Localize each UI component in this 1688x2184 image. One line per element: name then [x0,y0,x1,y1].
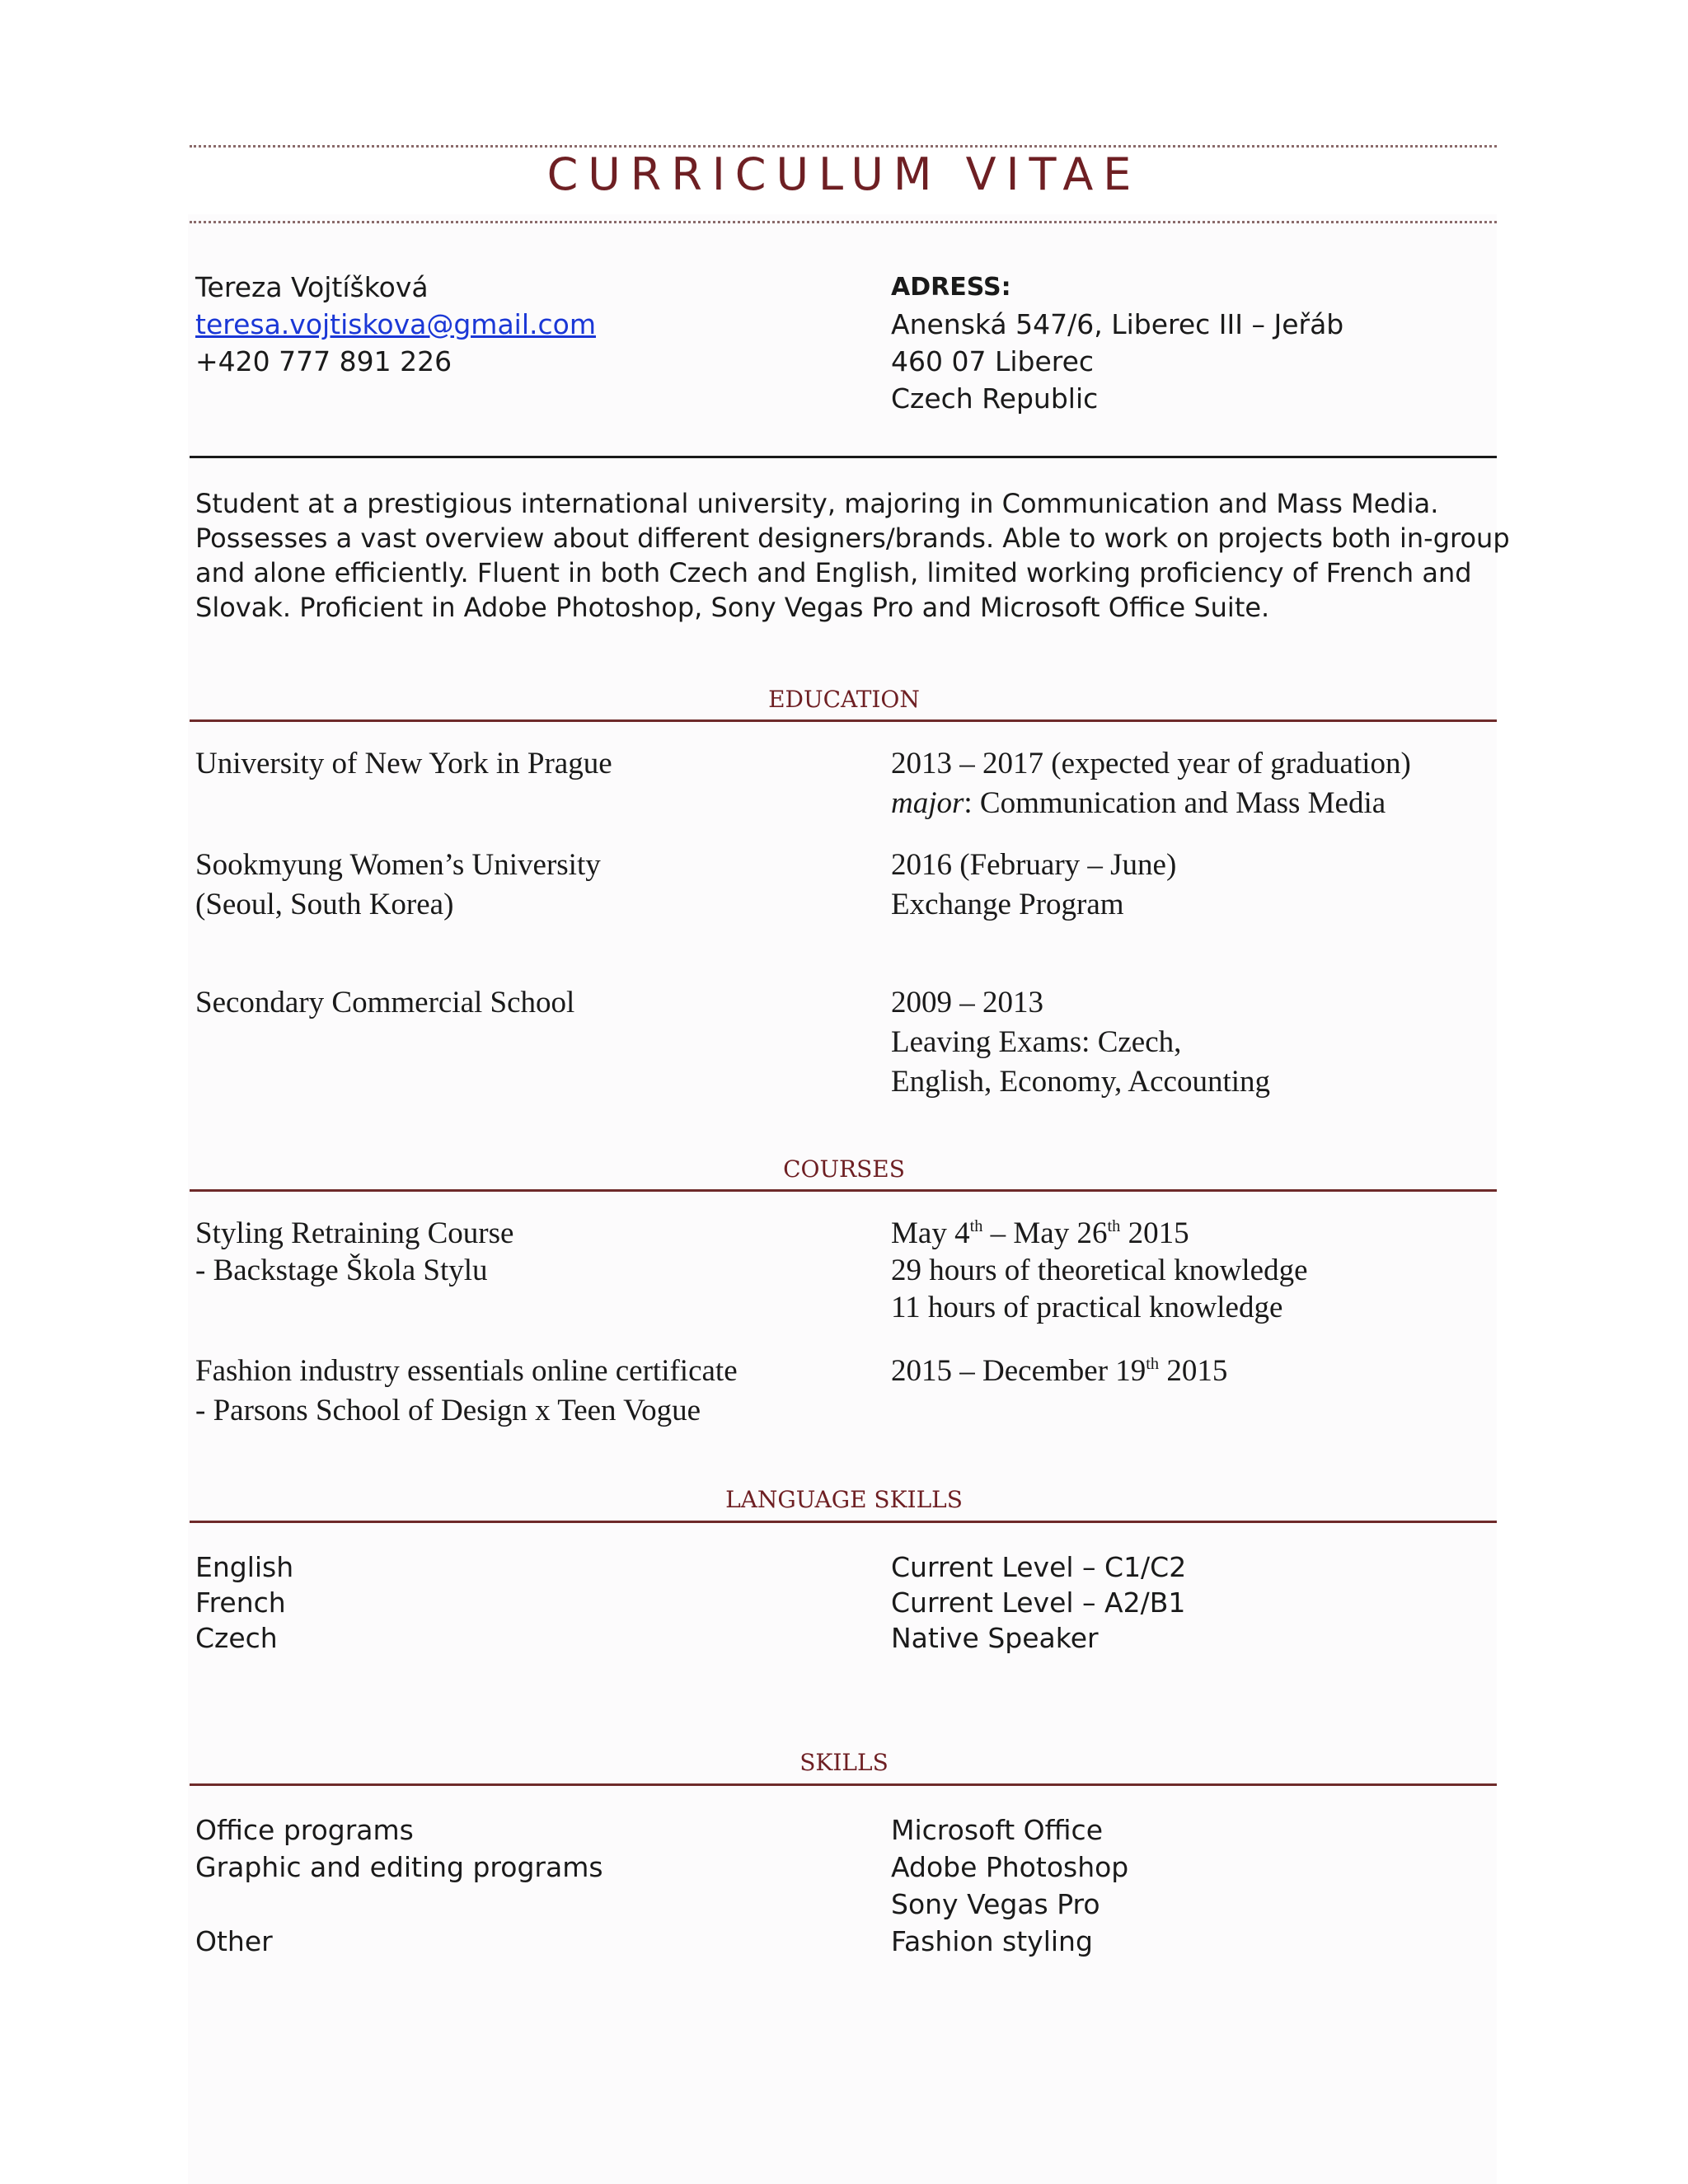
language-skills-heading: LANGUAGE SKILLS [725,1486,963,1513]
education-exams: English, Economy, Accounting [891,1065,1271,1099]
education-rule [190,719,1497,722]
course-provider: - Parsons School of Design x Teen Vogue [195,1394,701,1427]
header-divider [190,456,1497,458]
contact-email-link[interactable]: teresa.vojtiskova@gmail.com [195,308,596,340]
language-name: English [195,1551,294,1583]
summary-line: and alone efficiently. Fluent in both Czech and English, limited working proficiency of French and [195,557,1472,588]
language-skills-rule [190,1521,1497,1523]
language-name: French [195,1586,286,1619]
contact-phone: +420 777 891 226 [195,345,452,377]
skills-heading: SKILLS [799,1749,889,1776]
title-top-rule [190,145,1497,148]
skill-category: Other [195,1925,273,1957]
education-location: (Seoul, South Korea) [195,888,454,921]
course-1-details [891,1215,1308,1326]
language-levels [891,1549,1186,1656]
summary-line: Student at a prestigious international university, majoring in Communication and Mass Media. [195,488,1439,519]
skill-category: Graphic and editing programs [195,1851,603,1883]
skill-item: Sony Vegas Pro [891,1888,1100,1920]
summary-line: Possesses a vast overview about different designers/brands. Able to work on projects both in-group [195,523,1510,554]
address-line-3: Czech Republic [891,382,1099,415]
language-level: Native Speaker [891,1622,1099,1654]
course-hours: 11 hours of practical knowledge [891,1291,1283,1324]
language-level: Current Level – C1/C2 [891,1551,1187,1583]
courses-heading: COURSES [783,1155,905,1183]
summary-line: Slovak. Proficient in Adobe Photoshop, Sony Vegas Pro and Microsoft Office Suite. [195,592,1270,623]
address-line-1: Anenská 547/6, Liberec III – Jeřáb [891,308,1344,340]
education-exams: Leaving Exams: Czech, [891,1025,1182,1059]
education-entry-1-institution [195,744,612,784]
skill-item: Microsoft Office [891,1814,1103,1846]
courses-rule [190,1189,1497,1192]
date-part: 2015 [1120,1216,1189,1250]
education-heading: EDUCATION [768,686,920,713]
contact-name: Tereza Vojtíšková [195,271,429,303]
skill-category: Office programs [195,1814,414,1846]
skills-values [891,1811,1128,1960]
skill-item: Fashion styling [891,1925,1093,1957]
education-entry-2-institution [195,846,601,925]
education-institution: Sookmyung Women’s University [195,848,601,882]
date-part: 2015 [1159,1354,1228,1388]
education-entry-3-details [891,983,1270,1102]
address-block [891,269,1343,417]
education-dates: 2016 (February – June) [891,848,1177,882]
date-part: 2015 – December 19 [891,1354,1146,1388]
course-1-title [195,1215,513,1289]
education-dates: 2013 – 2017 (expected year of graduation) [891,747,1411,780]
languages-list [195,1549,293,1656]
profile-summary [195,486,1510,625]
course-2-title [195,1352,738,1431]
course-hours: 29 hours of theoretical knowledge [891,1254,1308,1287]
contact-block [195,269,596,380]
date-part: – May 26 [982,1216,1108,1250]
page-title: CURRICULUM VITAE [546,148,1142,200]
course-dates [891,1352,1227,1391]
date-suffix: th [969,1216,983,1235]
course-name: Styling Retraining Course [195,1216,514,1250]
course-2-details [891,1352,1227,1391]
address-line-2: 460 07 Liberec [891,345,1095,377]
course-dates [891,1215,1308,1252]
skills-categories [195,1811,603,1960]
course-name: Fashion industry essentials online certificate [195,1354,738,1388]
language-name: Czech [195,1622,278,1654]
major-value: : Communication and Mass Media [964,786,1386,820]
education-institution: Secondary Commercial School [195,986,575,1019]
education-entry-3-institution [195,983,574,1023]
education-major [891,784,1411,823]
education-entry-1-details [891,744,1411,823]
date-suffix: th [1146,1354,1160,1373]
date-part: May 4 [891,1216,970,1250]
title-bottom-rule [190,221,1497,223]
education-entry-2-details [891,846,1176,925]
education-dates: 2009 – 2013 [891,986,1043,1019]
address-label: ADRESS: [891,273,1011,302]
skill-item: Adobe Photoshop [891,1851,1129,1883]
education-institution: University of New York in Prague [195,747,612,780]
course-provider: - Backstage Škola Stylu [195,1254,488,1287]
skills-rule [190,1783,1497,1786]
education-program: Exchange Program [891,888,1124,921]
major-label: major [891,786,964,820]
language-level: Current Level – A2/B1 [891,1586,1186,1619]
date-suffix: th [1107,1216,1121,1235]
